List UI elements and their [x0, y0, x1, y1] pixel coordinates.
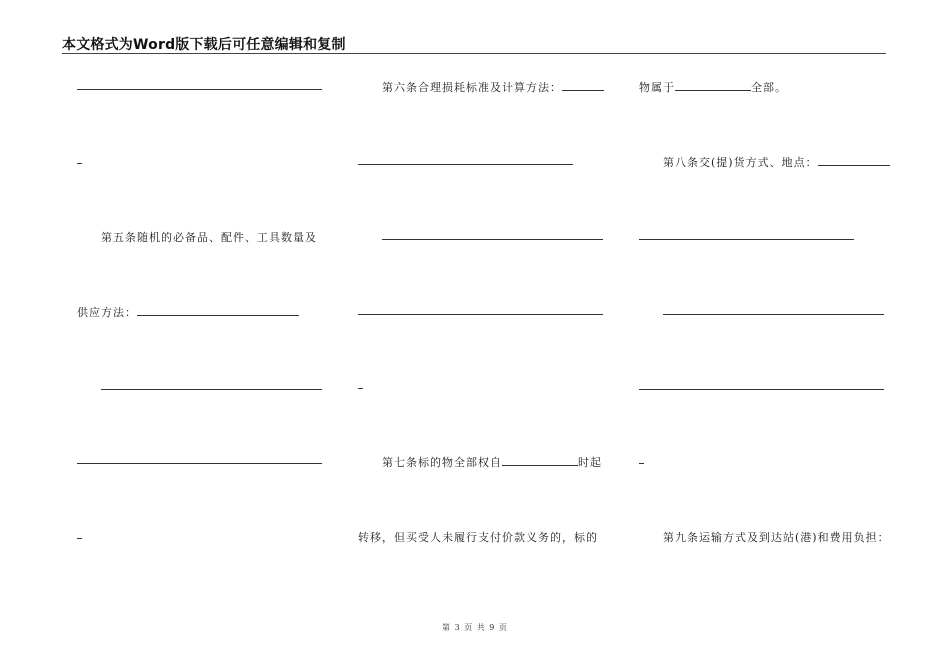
article-6-text [382, 79, 604, 95]
article-7-label-a: 第七条标的物全部权自 [382, 456, 502, 469]
article-8-text [663, 154, 890, 170]
fill-in-line [77, 463, 322, 464]
article-7-text [382, 454, 602, 470]
ownership-continuation [639, 79, 787, 95]
article-9-text: 第九条运输方式及到达站(港)和费用负担： [663, 531, 890, 544]
article-6-blank [562, 81, 604, 91]
fill-in-line [101, 389, 322, 390]
fill-in-line [663, 314, 884, 315]
fill-in-line [77, 89, 322, 90]
ownership-blank [675, 81, 751, 91]
fill-in-line [639, 239, 854, 240]
column-1 [77, 0, 323, 672]
article-7-label-b: 时起 [578, 456, 602, 469]
column-2 [358, 0, 604, 672]
fill-in-line [382, 239, 603, 240]
document-header-title: 本文格式为Word版下载后可任意编辑和复制 [62, 37, 346, 53]
article-5-supply-method [77, 304, 299, 320]
article-6-label: 第六条合理损耗标准及计算方法： [382, 81, 562, 94]
fill-in-dash [358, 388, 363, 389]
ownership-label-b: 全部。 [751, 81, 787, 94]
page-number: 第 3 页 共 9 页 [442, 623, 508, 632]
column-3 [639, 0, 890, 672]
article-8-label: 第八条交(提)货方式、地点： [663, 156, 818, 169]
fill-in-line [639, 389, 884, 390]
fill-in-line [358, 314, 603, 315]
supply-method-label: 供应方法： [77, 306, 137, 319]
fill-in-dash [639, 463, 644, 464]
ownership-label-a: 物属于 [639, 81, 675, 94]
article-5-text: 第五条随机的必备品、配件、工具数量及 [101, 231, 317, 244]
fill-in-dash [77, 163, 82, 164]
article-7-continuation: 转移，但买受人未履行支付价款义务的，标的 [358, 531, 598, 544]
article-7-blank [502, 456, 578, 466]
supply-method-blank [137, 306, 299, 316]
fill-in-dash [77, 538, 82, 539]
fill-in-line [358, 164, 573, 165]
article-8-blank [818, 156, 890, 166]
